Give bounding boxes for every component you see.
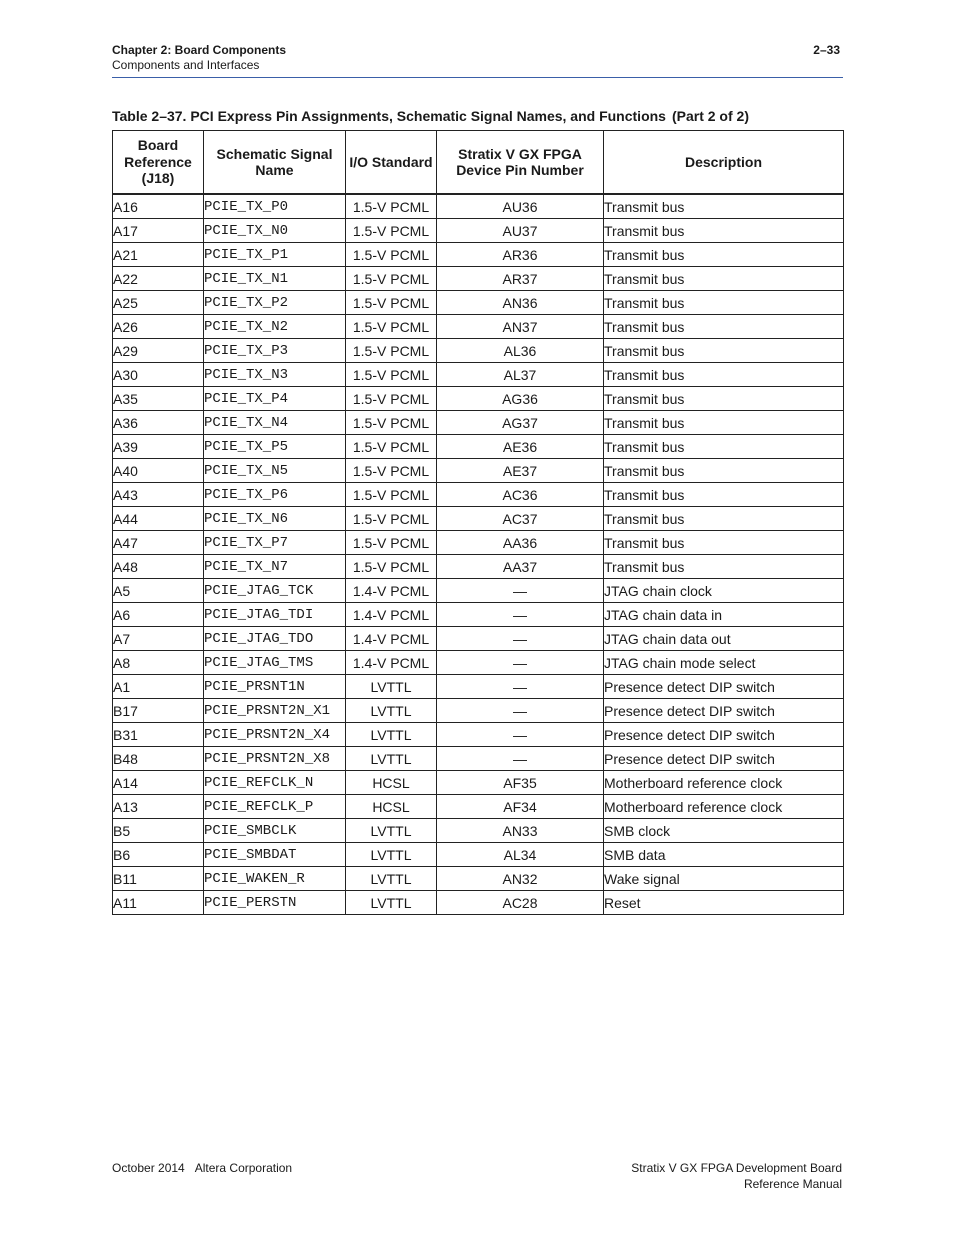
cell-board-reference: B11 bbox=[113, 867, 204, 891]
cell-fpga-pin: — bbox=[437, 651, 604, 675]
table-row bbox=[113, 267, 844, 291]
table-row bbox=[113, 651, 844, 675]
cell-board-reference: A7 bbox=[113, 627, 204, 651]
cell-board-reference: A43 bbox=[113, 483, 204, 507]
cell-description: Transmit bus bbox=[604, 363, 844, 387]
cell-board-reference: A40 bbox=[113, 459, 204, 483]
cell-signal-name: PCIE_PERSTN bbox=[204, 891, 346, 915]
cell-fpga-pin: AU36 bbox=[437, 194, 604, 219]
cell-signal-name: PCIE_TX_N6 bbox=[204, 507, 346, 531]
cell-description: JTAG chain mode select bbox=[604, 651, 844, 675]
cell-board-reference: A16 bbox=[113, 194, 204, 219]
cell-fpga-pin: — bbox=[437, 747, 604, 771]
cell-signal-name: PCIE_JTAG_TMS bbox=[204, 651, 346, 675]
cell-board-reference: A47 bbox=[113, 531, 204, 555]
cell-description: Reset bbox=[604, 891, 844, 915]
cell-io-standard: 1.4-V PCML bbox=[346, 651, 437, 675]
table-row bbox=[113, 747, 844, 771]
table-header-row bbox=[113, 131, 844, 195]
cell-description: Presence detect DIP switch bbox=[604, 747, 844, 771]
cell-io-standard: 1.4-V PCML bbox=[346, 603, 437, 627]
cell-signal-name: PCIE_SMBDAT bbox=[204, 843, 346, 867]
table-row bbox=[113, 771, 844, 795]
cell-description: JTAG chain clock bbox=[604, 579, 844, 603]
footer-date: October 2014 bbox=[112, 1161, 185, 1175]
cell-fpga-pin: AA36 bbox=[437, 531, 604, 555]
footer-company: Altera Corporation bbox=[194, 1161, 293, 1175]
cell-description: Presence detect DIP switch bbox=[604, 699, 844, 723]
cell-fpga-pin: — bbox=[437, 699, 604, 723]
table-row bbox=[113, 387, 844, 411]
cell-fpga-pin: AL36 bbox=[437, 339, 604, 363]
cell-fpga-pin: AF34 bbox=[437, 795, 604, 819]
page-number: 2–33 bbox=[813, 43, 840, 57]
table-row bbox=[113, 219, 844, 243]
cell-signal-name: PCIE_JTAG_TDI bbox=[204, 603, 346, 627]
cell-io-standard: LVTTL bbox=[346, 867, 437, 891]
table-row bbox=[113, 699, 844, 723]
cell-fpga-pin: — bbox=[437, 627, 604, 651]
cell-signal-name: PCIE_TX_P2 bbox=[204, 291, 346, 315]
cell-board-reference: A39 bbox=[113, 435, 204, 459]
cell-description: SMB clock bbox=[604, 819, 844, 843]
cell-board-reference: A22 bbox=[113, 267, 204, 291]
table-row bbox=[113, 891, 844, 915]
cell-description: SMB data bbox=[604, 843, 844, 867]
cell-fpga-pin: AR36 bbox=[437, 243, 604, 267]
cell-fpga-pin: AN33 bbox=[437, 819, 604, 843]
header-divider bbox=[112, 77, 843, 78]
cell-io-standard: 1.5-V PCML bbox=[346, 315, 437, 339]
cell-io-standard: 1.5-V PCML bbox=[346, 363, 437, 387]
cell-fpga-pin: AC28 bbox=[437, 891, 604, 915]
cell-fpga-pin: AN32 bbox=[437, 867, 604, 891]
cell-signal-name: PCIE_TX_P4 bbox=[204, 387, 346, 411]
cell-signal-name: PCIE_TX_N0 bbox=[204, 219, 346, 243]
cell-description: Transmit bus bbox=[604, 291, 844, 315]
cell-board-reference: A8 bbox=[113, 651, 204, 675]
page-footer-right bbox=[631, 1160, 842, 1192]
cell-fpga-pin: AR37 bbox=[437, 267, 604, 291]
cell-fpga-pin: AG37 bbox=[437, 411, 604, 435]
cell-board-reference: A13 bbox=[113, 795, 204, 819]
cell-board-reference: A35 bbox=[113, 387, 204, 411]
cell-description: Transmit bus bbox=[604, 459, 844, 483]
cell-signal-name: PCIE_TX_N5 bbox=[204, 459, 346, 483]
cell-signal-name: PCIE_TX_P0 bbox=[204, 194, 346, 219]
cell-board-reference: A26 bbox=[113, 315, 204, 339]
cell-board-reference: A6 bbox=[113, 603, 204, 627]
cell-description: Transmit bus bbox=[604, 339, 844, 363]
chapter-title: Chapter 2: Board Components bbox=[112, 43, 287, 57]
cell-fpga-pin: — bbox=[437, 675, 604, 699]
cell-fpga-pin: AE36 bbox=[437, 435, 604, 459]
page-header bbox=[112, 43, 842, 73]
cell-signal-name: PCIE_REFCLK_N bbox=[204, 771, 346, 795]
cell-io-standard: 1.5-V PCML bbox=[346, 219, 437, 243]
cell-board-reference: B5 bbox=[113, 819, 204, 843]
cell-fpga-pin: AG36 bbox=[437, 387, 604, 411]
table-header bbox=[113, 131, 844, 195]
cell-board-reference: A21 bbox=[113, 243, 204, 267]
cell-board-reference: A44 bbox=[113, 507, 204, 531]
cell-signal-name: PCIE_PRSNT2N_X1 bbox=[204, 699, 346, 723]
cell-board-reference: A30 bbox=[113, 363, 204, 387]
cell-board-reference: B48 bbox=[113, 747, 204, 771]
cell-signal-name: PCIE_TX_P6 bbox=[204, 483, 346, 507]
cell-io-standard: 1.5-V PCML bbox=[346, 194, 437, 219]
column-header-description: Description bbox=[604, 131, 844, 195]
table-row bbox=[113, 603, 844, 627]
footer-doc-subtitle: Reference Manual bbox=[743, 1177, 842, 1191]
cell-io-standard: LVTTL bbox=[346, 843, 437, 867]
cell-description: Transmit bus bbox=[604, 243, 844, 267]
table-row bbox=[113, 243, 844, 267]
cell-signal-name: PCIE_TX_P1 bbox=[204, 243, 346, 267]
table-row bbox=[113, 363, 844, 387]
cell-description: Transmit bus bbox=[604, 507, 844, 531]
table-row bbox=[113, 843, 844, 867]
cell-board-reference: A36 bbox=[113, 411, 204, 435]
cell-signal-name: PCIE_JTAG_TCK bbox=[204, 579, 346, 603]
cell-board-reference: A1 bbox=[113, 675, 204, 699]
cell-io-standard: 1.5-V PCML bbox=[346, 339, 437, 363]
cell-board-reference: A5 bbox=[113, 579, 204, 603]
cell-description: Transmit bus bbox=[604, 483, 844, 507]
cell-fpga-pin: AN37 bbox=[437, 315, 604, 339]
table-row bbox=[113, 723, 844, 747]
table-body bbox=[113, 194, 844, 915]
cell-io-standard: HCSL bbox=[346, 795, 437, 819]
cell-io-standard: 1.4-V PCML bbox=[346, 627, 437, 651]
cell-fpga-pin: AC37 bbox=[437, 507, 604, 531]
cell-description: Transmit bus bbox=[604, 555, 844, 579]
cell-io-standard: 1.5-V PCML bbox=[346, 267, 437, 291]
cell-signal-name: PCIE_TX_P5 bbox=[204, 435, 346, 459]
table-row bbox=[113, 579, 844, 603]
cell-io-standard: LVTTL bbox=[346, 699, 437, 723]
cell-signal-name: PCIE_TX_N1 bbox=[204, 267, 346, 291]
cell-io-standard: 1.5-V PCML bbox=[346, 555, 437, 579]
cell-description: Transmit bus bbox=[604, 267, 844, 291]
cell-fpga-pin: AE37 bbox=[437, 459, 604, 483]
table-row bbox=[113, 411, 844, 435]
cell-board-reference: A48 bbox=[113, 555, 204, 579]
cell-board-reference: B6 bbox=[113, 843, 204, 867]
cell-fpga-pin: — bbox=[437, 603, 604, 627]
table-row bbox=[113, 795, 844, 819]
cell-io-standard: 1.5-V PCML bbox=[346, 531, 437, 555]
cell-description: JTAG chain data in bbox=[604, 603, 844, 627]
cell-description: Presence detect DIP switch bbox=[604, 723, 844, 747]
cell-signal-name: PCIE_TX_N2 bbox=[204, 315, 346, 339]
column-header-io-standard: I/O Standard bbox=[346, 131, 437, 195]
table-row bbox=[113, 555, 844, 579]
cell-io-standard: 1.5-V PCML bbox=[346, 291, 437, 315]
column-header-board-reference: Board Reference (J18) bbox=[113, 131, 204, 195]
table-row bbox=[113, 194, 844, 219]
cell-fpga-pin: AL37 bbox=[437, 363, 604, 387]
cell-description: Wake signal bbox=[604, 867, 844, 891]
cell-signal-name: PCIE_PRSNT1N bbox=[204, 675, 346, 699]
cell-description: JTAG chain data out bbox=[604, 627, 844, 651]
table-row bbox=[113, 627, 844, 651]
cell-board-reference: A11 bbox=[113, 891, 204, 915]
cell-signal-name: PCIE_JTAG_TDO bbox=[204, 627, 346, 651]
cell-board-reference: B17 bbox=[113, 699, 204, 723]
column-header-signal-name: Schematic Signal Name bbox=[204, 131, 346, 195]
cell-signal-name: PCIE_TX_N7 bbox=[204, 555, 346, 579]
table-caption bbox=[112, 107, 749, 125]
cell-signal-name: PCIE_TX_P3 bbox=[204, 339, 346, 363]
cell-io-standard: 1.5-V PCML bbox=[346, 387, 437, 411]
cell-description: Transmit bus bbox=[604, 411, 844, 435]
cell-description: Transmit bus bbox=[604, 219, 844, 243]
cell-signal-name: PCIE_PRSNT2N_X4 bbox=[204, 723, 346, 747]
cell-fpga-pin: AA37 bbox=[437, 555, 604, 579]
cell-io-standard: LVTTL bbox=[346, 891, 437, 915]
cell-fpga-pin: — bbox=[437, 579, 604, 603]
cell-description: Motherboard reference clock bbox=[604, 771, 844, 795]
cell-io-standard: LVTTL bbox=[346, 675, 437, 699]
cell-fpga-pin: — bbox=[437, 723, 604, 747]
cell-board-reference: A17 bbox=[113, 219, 204, 243]
cell-io-standard: 1.5-V PCML bbox=[346, 483, 437, 507]
cell-io-standard: 1.5-V PCML bbox=[346, 459, 437, 483]
cell-signal-name: PCIE_SMBCLK bbox=[204, 819, 346, 843]
pin-assignment-table bbox=[112, 130, 844, 915]
table-row bbox=[113, 507, 844, 531]
cell-io-standard: LVTTL bbox=[346, 747, 437, 771]
cell-fpga-pin: AC36 bbox=[437, 483, 604, 507]
table-caption-title: Table 2–37. PCI Express Pin Assignments, Schematic Signal Names, and Functions bbox=[112, 108, 666, 124]
page-footer-left bbox=[112, 1160, 292, 1176]
table-row bbox=[113, 675, 844, 699]
table-row bbox=[113, 459, 844, 483]
cell-fpga-pin: AF35 bbox=[437, 771, 604, 795]
cell-signal-name: PCIE_TX_N3 bbox=[204, 363, 346, 387]
cell-board-reference: B31 bbox=[113, 723, 204, 747]
table-row bbox=[113, 339, 844, 363]
table-row bbox=[113, 483, 844, 507]
table-row bbox=[113, 435, 844, 459]
cell-io-standard: 1.5-V PCML bbox=[346, 435, 437, 459]
cell-description: Transmit bus bbox=[604, 387, 844, 411]
cell-board-reference: A25 bbox=[113, 291, 204, 315]
cell-io-standard: HCSL bbox=[346, 771, 437, 795]
table-row bbox=[113, 531, 844, 555]
table-caption-part: (Part 2 of 2) bbox=[671, 108, 749, 124]
cell-fpga-pin: AN36 bbox=[437, 291, 604, 315]
cell-io-standard: LVTTL bbox=[346, 819, 437, 843]
cell-signal-name: PCIE_REFCLK_P bbox=[204, 795, 346, 819]
table-row bbox=[113, 315, 844, 339]
cell-description: Transmit bus bbox=[604, 435, 844, 459]
cell-fpga-pin: AU37 bbox=[437, 219, 604, 243]
cell-signal-name: PCIE_TX_P7 bbox=[204, 531, 346, 555]
cell-fpga-pin: AL34 bbox=[437, 843, 604, 867]
table-row bbox=[113, 819, 844, 843]
cell-description: Transmit bus bbox=[604, 531, 844, 555]
cell-io-standard: 1.5-V PCML bbox=[346, 411, 437, 435]
cell-io-standard: 1.5-V PCML bbox=[346, 507, 437, 531]
cell-io-standard: 1.4-V PCML bbox=[346, 579, 437, 603]
column-header-fpga-pin: Stratix V GX FPGA Device Pin Number bbox=[437, 131, 604, 195]
cell-signal-name: PCIE_WAKEN_R bbox=[204, 867, 346, 891]
cell-io-standard: LVTTL bbox=[346, 723, 437, 747]
cell-board-reference: A14 bbox=[113, 771, 204, 795]
table-row bbox=[113, 867, 844, 891]
cell-signal-name: PCIE_PRSNT2N_X8 bbox=[204, 747, 346, 771]
cell-description: Transmit bus bbox=[604, 315, 844, 339]
cell-description: Transmit bus bbox=[604, 194, 844, 219]
cell-description: Presence detect DIP switch bbox=[604, 675, 844, 699]
cell-description: Motherboard reference clock bbox=[604, 795, 844, 819]
cell-signal-name: PCIE_TX_N4 bbox=[204, 411, 346, 435]
table-row bbox=[113, 291, 844, 315]
section-title: Components and Interfaces bbox=[112, 58, 260, 72]
footer-doc-title: Stratix V GX FPGA Development Board bbox=[631, 1161, 842, 1175]
cell-board-reference: A29 bbox=[113, 339, 204, 363]
cell-io-standard: 1.5-V PCML bbox=[346, 243, 437, 267]
